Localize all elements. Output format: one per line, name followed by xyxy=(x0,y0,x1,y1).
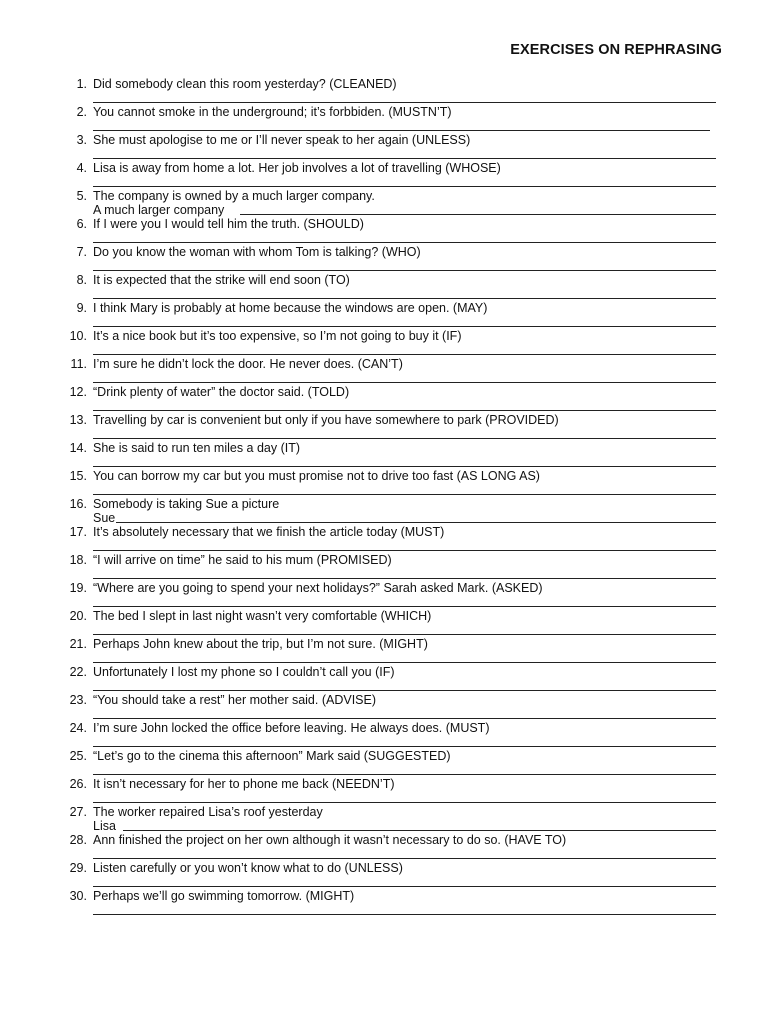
exercise-item xyxy=(0,383,768,411)
exercise-number: 29. xyxy=(69,861,87,875)
exercise-question: Travelling by car is convenient but only if you have somewhere to park (PROVIDED) xyxy=(93,413,559,427)
exercise-number: 15. xyxy=(69,469,87,483)
exercise-question: Lisa is away from home a lot. Her job involves a lot of travelling (WHOSE) xyxy=(93,161,501,175)
exercise-item xyxy=(0,327,768,355)
answer-lead-text: Lisa xyxy=(93,819,116,833)
exercise-question: If I were you I would tell him the truth. (SHOULD) xyxy=(93,217,364,231)
exercise-item xyxy=(0,243,768,271)
exercise-question: “Drink plenty of water” the doctor said. (TOLD) xyxy=(93,385,350,399)
exercise-number: 9. xyxy=(76,301,87,315)
exercise-number: 21. xyxy=(69,637,87,651)
exercise-number: 16. xyxy=(69,497,87,511)
exercise-question: It is expected that the strike will end soon (TO) xyxy=(93,273,350,287)
exercise-item xyxy=(0,411,768,439)
exercise-question: It’s a nice book but it’s too expensive, so I’m not going to buy it (IF) xyxy=(93,329,462,343)
exercise-number: 11. xyxy=(70,357,87,371)
exercise-item xyxy=(0,775,768,803)
exercise-question: Did somebody clean this room yesterday? (CLEANED) xyxy=(93,77,397,91)
exercise-item xyxy=(0,719,768,747)
exercise-question: I’m sure he didn’t lock the door. He never does. (CAN’T) xyxy=(93,357,403,371)
exercise-number: 17. xyxy=(69,525,87,539)
exercise-number: 8. xyxy=(76,273,87,287)
exercise-item xyxy=(0,103,768,131)
exercise-item xyxy=(0,663,768,691)
exercise-item xyxy=(0,299,768,327)
exercise-question: You can borrow my car but you must promise not to drive too fast (AS LONG AS) xyxy=(93,469,540,483)
exercise-question: Ann finished the project on her own although it wasn’t necessary to do so. (HAVE TO) xyxy=(93,833,567,847)
answer-lead-text: Sue xyxy=(93,511,116,525)
exercise-question: “Where are you going to spend your next holidays?” Sarah asked Mark. (ASKED) xyxy=(93,581,543,595)
exercise-number: 3. xyxy=(76,133,87,147)
exercise-item xyxy=(0,607,768,635)
exercise-number: 28. xyxy=(69,833,87,847)
exercise-question: “I will arrive on time” he said to his mum (PROMISED) xyxy=(93,553,392,567)
answer-lead-text: A much larger company xyxy=(93,203,225,217)
exercise-number: 7. xyxy=(76,245,87,259)
exercise-number: 22. xyxy=(69,665,87,679)
exercise-number: 23. xyxy=(69,693,87,707)
exercise-question: “You should take a rest” her mother said. (ADVISE) xyxy=(93,693,377,707)
exercise-number: 14. xyxy=(69,441,87,455)
exercise-number: 6. xyxy=(76,217,87,231)
exercise-question: The worker repaired Lisa’s roof yesterday xyxy=(93,805,323,819)
exercise-number: 19. xyxy=(69,581,87,595)
exercise-number: 4. xyxy=(76,161,87,175)
exercise-question: I think Mary is probably at home because the windows are open. (MAY) xyxy=(93,301,488,315)
exercise-item xyxy=(0,523,768,551)
page-title: EXERCISES ON REPHRASING xyxy=(510,42,722,58)
exercise-item xyxy=(0,75,768,103)
exercise-item xyxy=(0,831,768,859)
exercise-number: 20. xyxy=(69,609,87,623)
exercise-question: Perhaps John knew about the trip, but I’m not sure. (MIGHT) xyxy=(93,637,428,651)
exercise-item xyxy=(0,439,768,467)
exercise-item xyxy=(0,355,768,383)
exercise-question: Somebody is taking Sue a picture xyxy=(93,497,280,511)
exercise-number: 25. xyxy=(69,749,87,763)
exercise-number: 2. xyxy=(76,105,87,119)
exercise-item xyxy=(0,635,768,663)
exercise-number: 1. xyxy=(76,77,87,91)
exercise-question: Do you know the woman with whom Tom is talking? (WHO) xyxy=(93,245,421,259)
exercise-number: 24. xyxy=(69,721,87,735)
exercise-question: It isn’t necessary for her to phone me back (NEEDN’T) xyxy=(93,777,395,791)
exercise-question: Listen carefully or you won’t know what to do (UNLESS) xyxy=(93,861,403,875)
exercise-number: 30. xyxy=(69,889,87,903)
exercise-question: “Let’s go to the cinema this afternoon” Mark said (SUGGESTED) xyxy=(93,749,451,763)
exercise-item xyxy=(0,271,768,299)
exercise-question: She must apologise to me or I’ll never speak to her again (UNLESS) xyxy=(93,133,471,147)
exercise-number: 26. xyxy=(69,777,87,791)
exercise-item xyxy=(0,691,768,719)
exercise-item xyxy=(0,187,768,215)
exercise-question: The company is owned by a much larger company. xyxy=(93,189,375,203)
exercise-item xyxy=(0,887,768,915)
exercise-item xyxy=(0,131,768,159)
exercise-question: Unfortunately I lost my phone so I couldn’t call you (IF) xyxy=(93,665,395,679)
exercise-number: 18. xyxy=(69,553,87,567)
exercise-item xyxy=(0,551,768,579)
exercise-item xyxy=(0,747,768,775)
answer-line[interactable] xyxy=(93,914,716,915)
exercise-item xyxy=(0,495,768,523)
exercise-question: The bed I slept in last night wasn’t very comfortable (WHICH) xyxy=(93,609,432,623)
exercise-list xyxy=(0,75,768,915)
exercise-number: 12. xyxy=(69,385,87,399)
exercise-question: I’m sure John locked the office before leaving. He always does. (MUST) xyxy=(93,721,490,735)
exercise-item xyxy=(0,159,768,187)
exercise-number: 27. xyxy=(69,805,87,819)
exercise-item xyxy=(0,803,768,831)
exercise-item xyxy=(0,859,768,887)
exercise-number: 13. xyxy=(69,413,87,427)
exercise-question: You cannot smoke in the underground; it’s forbbiden. (MUSTN’T) xyxy=(93,105,452,119)
exercise-item xyxy=(0,215,768,243)
exercise-question: She is said to run ten miles a day (IT) xyxy=(93,441,301,455)
exercise-number: 5. xyxy=(76,189,87,203)
exercise-item xyxy=(0,467,768,495)
exercise-item xyxy=(0,579,768,607)
exercise-question: It’s absolutely necessary that we finish the article today (MUST) xyxy=(93,525,445,539)
exercise-question: Perhaps we’ll go swimming tomorrow. (MIGHT) xyxy=(93,889,355,903)
exercise-number: 10. xyxy=(69,329,87,343)
